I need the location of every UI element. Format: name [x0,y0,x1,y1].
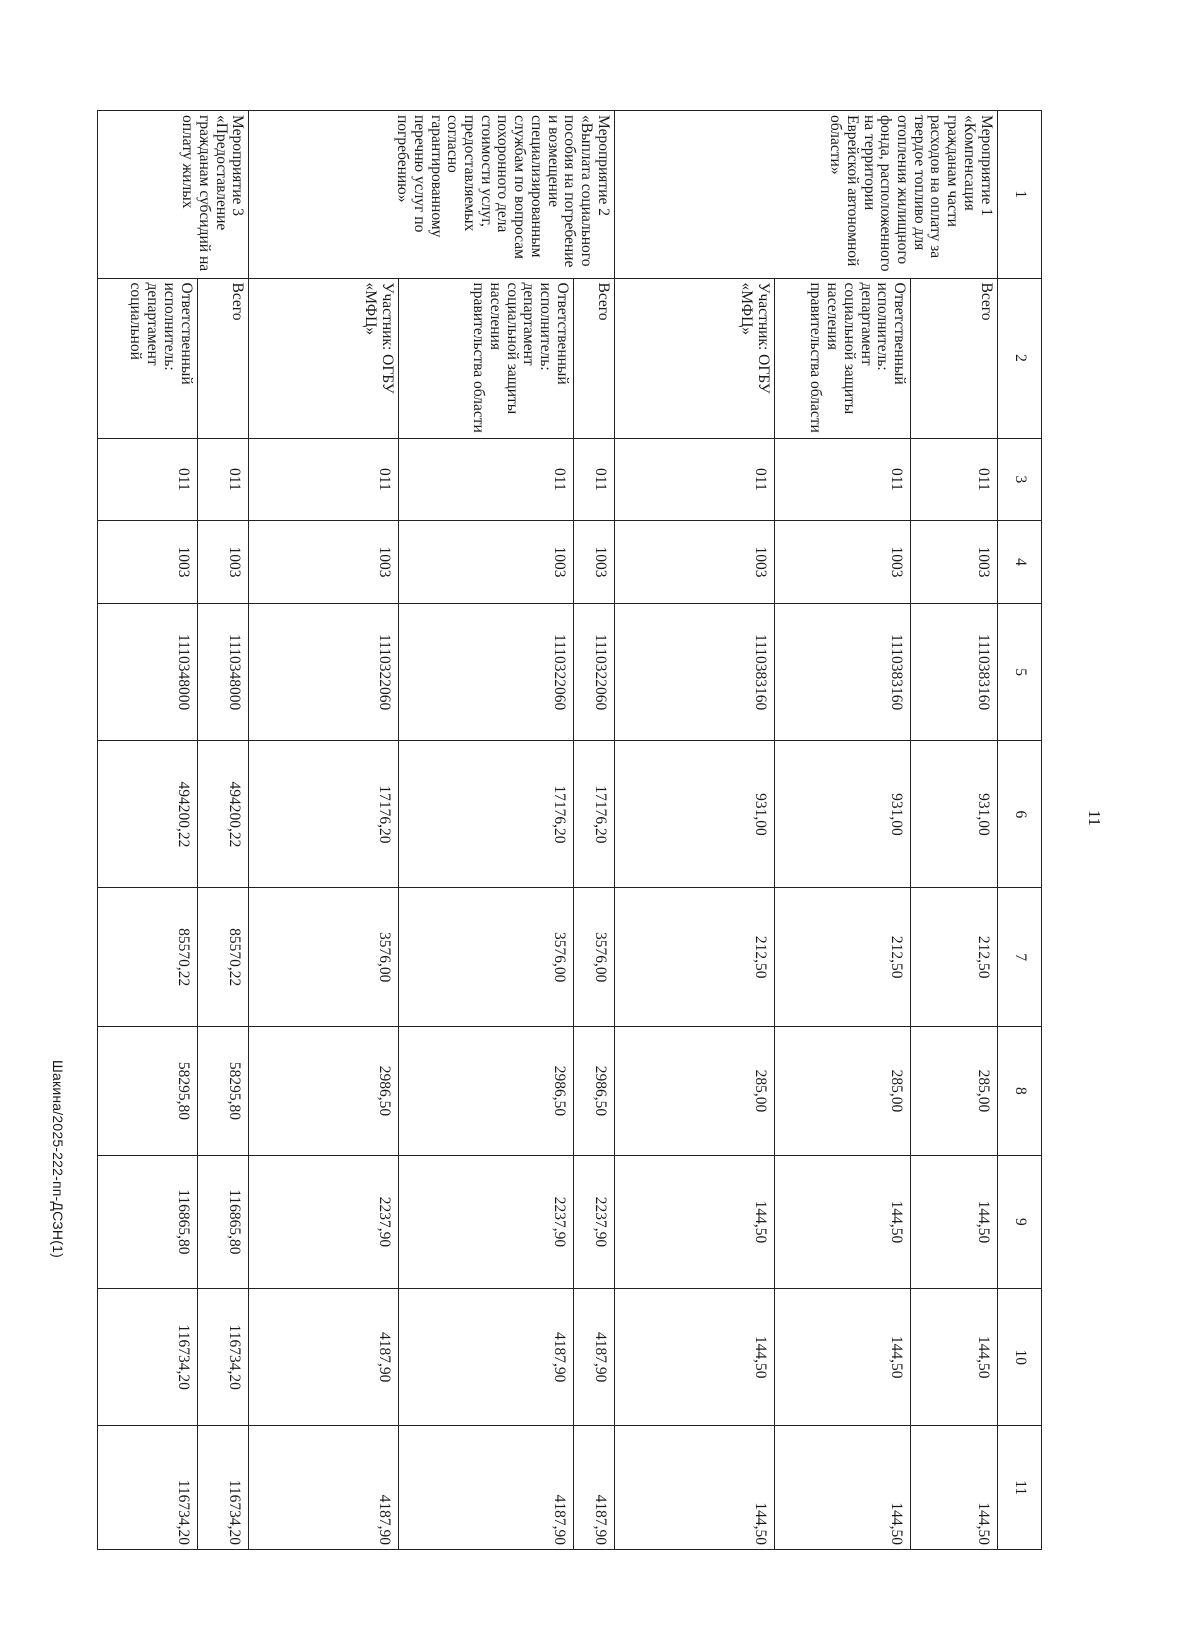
amount-cell: 144,50 [774,1426,910,1550]
table-row [398,111,573,1550]
code-cell: 1110322060 [398,603,573,740]
amount-cell: 58295,80 [98,1026,198,1155]
executor-cell: Участник: ОГБУ «МФЦ» [249,278,398,438]
amount-cell: 58295,80 [197,1026,249,1155]
amount-cell: 116734,20 [98,1426,198,1550]
code-cell: 011 [911,438,998,521]
header-cell: 6 [997,741,1041,888]
activity-cell: Мероприятие 1 «Компенсация гражданам части расходов на оплату за твердое топливо для отопления жилищного фонда, расположенного на территории Еврейской автономной области» [614,111,997,279]
executor-cell: Ответственный исполнитель: департамент социальной защиты населения правительства области [774,278,910,438]
amount-cell: 2237,90 [398,1155,573,1288]
budget-table [97,110,1042,1550]
executor-cell: Всего [573,278,614,438]
amount-cell: 212,50 [911,888,998,1027]
amount-cell: 17176,20 [573,741,614,888]
code-cell: 011 [98,438,198,521]
amount-cell: 2237,90 [249,1155,398,1288]
amount-cell: 4187,90 [573,1288,614,1425]
amount-cell: 2986,50 [249,1026,398,1155]
amount-cell: 494200,22 [197,741,249,888]
table-row [98,111,198,1550]
code-cell: 1110383160 [614,603,774,740]
amount-cell: 4187,90 [249,1426,398,1550]
table-row [573,111,614,1550]
amount-cell: 116734,20 [197,1288,249,1425]
amount-cell: 4187,90 [573,1426,614,1550]
amount-cell: 2986,50 [398,1026,573,1155]
code-cell: 1110348000 [98,603,198,740]
amount-cell: 144,50 [774,1155,910,1288]
code-cell: 011 [774,438,910,521]
code-cell: 1110383160 [774,603,910,740]
header-cell: 8 [997,1026,1041,1155]
code-cell: 1110322060 [573,603,614,740]
code-cell: 1110383160 [911,603,998,740]
header-cell: 11 [997,1426,1041,1550]
page-number: 11 [1085,809,1104,827]
amount-cell: 3576,00 [573,888,614,1027]
amount-cell: 144,50 [774,1288,910,1425]
amount-cell: 212,50 [614,888,774,1027]
amount-cell: 144,50 [614,1426,774,1550]
amount-cell: 144,50 [614,1155,774,1288]
amount-cell: 144,50 [911,1288,998,1425]
activity-cell: Мероприятие 3 «Предоставление гражданам субсидий на оплату жилых [98,111,249,279]
table-row [774,111,910,1550]
amount-cell: 85570,22 [197,888,249,1027]
amount-cell: 3576,00 [249,888,398,1027]
code-cell: 011 [398,438,573,521]
code-cell: 1003 [398,521,573,604]
header-cell: 1 [997,111,1041,279]
amount-cell: 144,50 [911,1426,998,1550]
code-cell: 1003 [98,521,198,604]
amount-cell: 931,00 [614,741,774,888]
code-cell: 011 [614,438,774,521]
amount-cell: 285,00 [911,1026,998,1155]
amount-cell: 931,00 [774,741,910,888]
code-cell: 011 [197,438,249,521]
amount-cell: 285,00 [614,1026,774,1155]
header-cell: 9 [997,1155,1041,1288]
header-cell: 7 [997,888,1041,1027]
executor-cell: Всего [197,278,249,438]
amount-cell: 116865,80 [98,1155,198,1288]
amount-cell: 116734,20 [197,1426,249,1550]
code-cell: 1003 [911,521,998,604]
amount-cell: 4187,90 [398,1426,573,1550]
amount-cell: 85570,22 [98,888,198,1027]
amount-cell: 4187,90 [398,1288,573,1425]
code-cell: 1003 [197,521,249,604]
header-cell: 5 [997,603,1041,740]
amount-cell: 212,50 [774,888,910,1027]
table-row [249,111,398,1550]
amount-cell: 17176,20 [398,741,573,888]
amount-cell: 116865,80 [197,1155,249,1288]
header-cell: 4 [997,521,1041,604]
amount-cell: 931,00 [911,741,998,888]
code-cell: 1003 [249,521,398,604]
code-cell: 1003 [774,521,910,604]
amount-cell: 116734,20 [98,1288,198,1425]
document-reference-code: Шакина/2025-222-пп-ДСЗН(1) [50,1060,66,1258]
amount-cell: 2237,90 [573,1155,614,1288]
table-row [197,111,249,1550]
code-cell: 1003 [573,521,614,604]
code-cell: 1110322060 [249,603,398,740]
header-cell: 2 [997,278,1041,438]
amount-cell: 2986,50 [573,1026,614,1155]
code-cell: 011 [573,438,614,521]
table-row [614,111,774,1550]
amount-cell: 144,50 [614,1288,774,1425]
executor-cell: Участник: ОГБУ «МФЦ» [614,278,774,438]
activity-cell: Мероприятие 2 «Выплата социального пособия на погребение и возмещение специализированным службам по вопросам похоронного дела стоимости услуг, предоставляемых согласно гарантированному перечню услуг по погребению» [249,111,614,279]
amount-cell: 3576,00 [398,888,573,1027]
executor-cell: Ответственный исполнитель: департамент социальной защиты населения правительства области [398,278,573,438]
amount-cell: 494200,22 [98,741,198,888]
amount-cell: 4187,90 [249,1288,398,1425]
code-cell: 011 [249,438,398,521]
header-cell: 3 [997,438,1041,521]
amount-cell: 17176,20 [249,741,398,888]
code-cell: 1110348000 [197,603,249,740]
amount-cell: 144,50 [911,1155,998,1288]
header-cell: 10 [997,1288,1041,1425]
executor-cell: Ответственный исполнитель: департамент социальной [98,278,198,438]
amount-cell: 285,00 [774,1026,910,1155]
table-row [911,111,998,1550]
code-cell: 1003 [614,521,774,604]
table-header-row [997,111,1041,1550]
executor-cell: Всего [911,278,998,438]
